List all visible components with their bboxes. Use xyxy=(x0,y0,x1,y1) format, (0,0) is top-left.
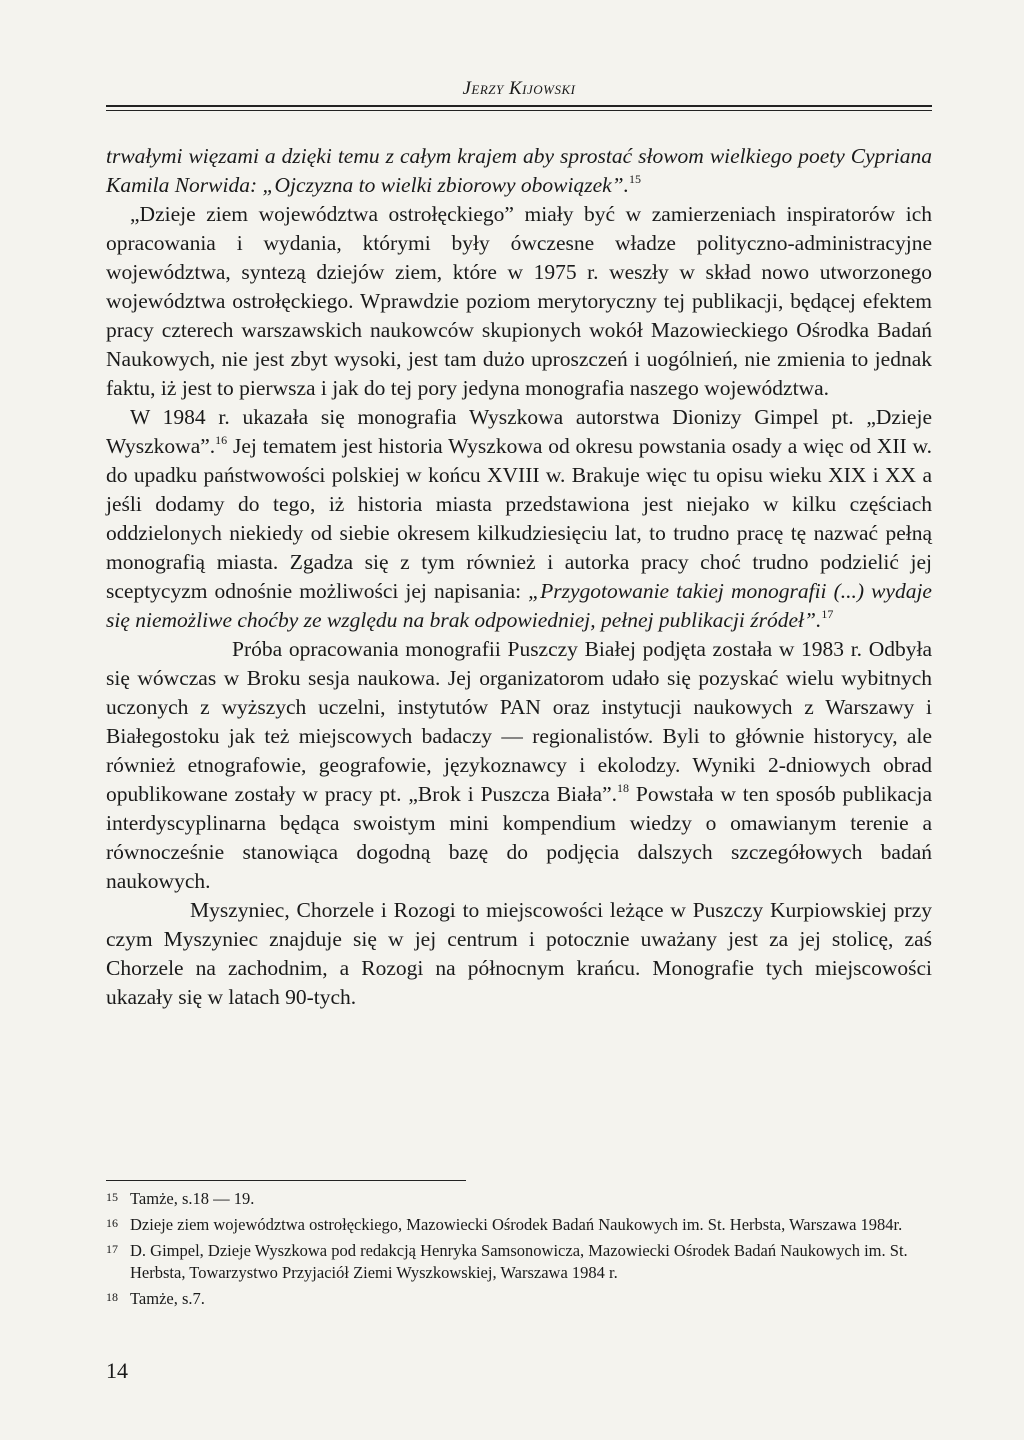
footnotes xyxy=(106,1188,932,1314)
footnote-separator xyxy=(106,1180,466,1181)
footnote-ref-15: 15 xyxy=(628,172,641,186)
paragraph-2-text: „Dzieje ziem województwa ostrołęckiego” miały być w zamierzeniach inspiratorów ich opracowania i wydania, którymi były ówczesne władze polityczno-administracyjne województwa, syntezą dziejów ziem, które w 1975 r. weszły w skład nowo utworzonego województwa ostrołęckiego. Wprawdzie poziom merytoryczny tej publikacji, będącej efektem pracy czterech warszawskich naukowców skupionych wokół Mazowieckiego Ośrodka Badań Naukowych, nie jest zbyt wysoki, jest tam dużo uproszczeń i uogólnień, nie zmienia to jednak faktu, iż jest to pierwsza i jak do tej pory jedyna monografia naszego województwa. xyxy=(106,202,932,400)
paragraph-5 xyxy=(106,896,932,1012)
gimpel-quote: „Przygotowanie takiej monografii (...) wydaje się niemożliwe choćby ze względu na brak odpowiedniej, pełnej publikacji źródeł”. xyxy=(106,579,932,632)
footnote-number: 16 xyxy=(106,1216,118,1230)
paragraph-2 xyxy=(106,200,932,403)
paragraph-3-text-b: Jej tematem jest historia Wyszkowa od okresu powstania osady a więc od XII w. do upadku państwowości polskiej w końcu XVIII w. Brakuje więc tu opisu wieku XIX i XX a jeśli dodamy do tego, iż historia miasta przedstawiona jest niejako w kilku częściach oddzielonych niekiedy od siebie okresem kilkudziesięciu lat, to trudno pracę tę nazwać pełną monografią miasta. Zgadza się z tym również i autorka pracy choć trudno podzielić jej sceptycyzm odnośnie możliwości jej napisania: xyxy=(106,434,932,603)
footnote-17 xyxy=(106,1240,932,1284)
footnote-number: 15 xyxy=(106,1190,118,1204)
footnote-text: Tamże, s.18 — 19. xyxy=(130,1189,255,1208)
footnote-16 xyxy=(106,1214,932,1236)
body-text xyxy=(106,142,932,1012)
footnote-18 xyxy=(106,1288,932,1310)
paragraph-1 xyxy=(106,142,932,200)
page-number: 14 xyxy=(106,1358,128,1383)
paragraph-3-text-a: W 1984 r. ukazała się monografia Wyszkowa autorstwa Dionizy Gimpel pt. „Dzieje Wyszkowa”. xyxy=(106,405,932,458)
paragraph-3 xyxy=(106,403,932,635)
footnote-15 xyxy=(106,1188,932,1210)
header-rule-thick xyxy=(106,105,932,107)
footnote-ref-16: 16 xyxy=(215,433,228,447)
paragraph-4 xyxy=(106,635,932,896)
norwid-quote: trwałymi więzami a dzięki temu z całym krajem aby sprostać słowom wielkiego poety Cypriana Kamila Norwida: „Ojczyzna to wielki zbiorowy obowiązek”. xyxy=(106,144,932,197)
footnote-ref-18: 18 xyxy=(617,781,629,795)
footnote-text: Dzieje ziem województwa ostrołęckiego, Mazowiecki Ośrodek Badań Naukowych im. St. Herbsta, Warszawa 1984r. xyxy=(130,1215,903,1234)
header-rule-thin xyxy=(106,110,932,111)
paragraph-5-text: Myszyniec, Chorzele i Rozogi to miejscowości leżące w Puszczy Kurpiowskiej przy czym Myszyniec znajduje się w jej centrum i potocznie uważany jest za jej stolicę, zaś Chorzele na zachodnim, a Rozogi na północnym krańcu. Monografie tych miejscowości ukazały się w latach 90-tych. xyxy=(106,898,932,1009)
footnote-number: 18 xyxy=(106,1290,118,1304)
footnote-ref-17: 17 xyxy=(821,607,834,621)
paragraph-4-text-b: Powstała w ten sposób publikacja interdyscyplinarna będąca swoistym mini kompendium wiedzy o omawianym terenie a równocześnie stanowiąca dogodną bazę do podjęcia dalszych szczegółowych badań naukowych. xyxy=(106,782,932,893)
footnote-text: D. Gimpel, Dzieje Wyszkowa pod redakcją Henryka Samsonowicza, Mazowiecki Ośrodek Badań Naukowych im. St. Herbsta, Towarzystwo Przyjaciół Ziemi Wyszkowskiej, Warszawa 1984 r. xyxy=(130,1241,908,1282)
header-author: Jerzy Kijowski xyxy=(462,78,576,99)
paragraph-4-text-a: Próba opracowania monografii Puszczy Białej podjęta została w 1983 r. Odbyła się wówczas w Broku sesja naukowa. Jej organizatorom udało się pozyskać wielu wybitnych uczonych z wyższych uczelni, instytutów PAN oraz instytucji naukowych z Warszawy i Białegostoku jak też miejscowych badaczy — regionalistów. Byli to głównie historycy, ale również etnografowie, geografowie, językoznawcy i ekolodzy. Wyniki 2-dniowych obrad opublikowane zostały w pracy pt. „Brok i Puszcza Biała”. xyxy=(106,637,932,806)
running-header xyxy=(106,78,932,100)
footnote-text: Tamże, s.7. xyxy=(130,1289,205,1308)
footnote-number: 17 xyxy=(106,1242,118,1256)
